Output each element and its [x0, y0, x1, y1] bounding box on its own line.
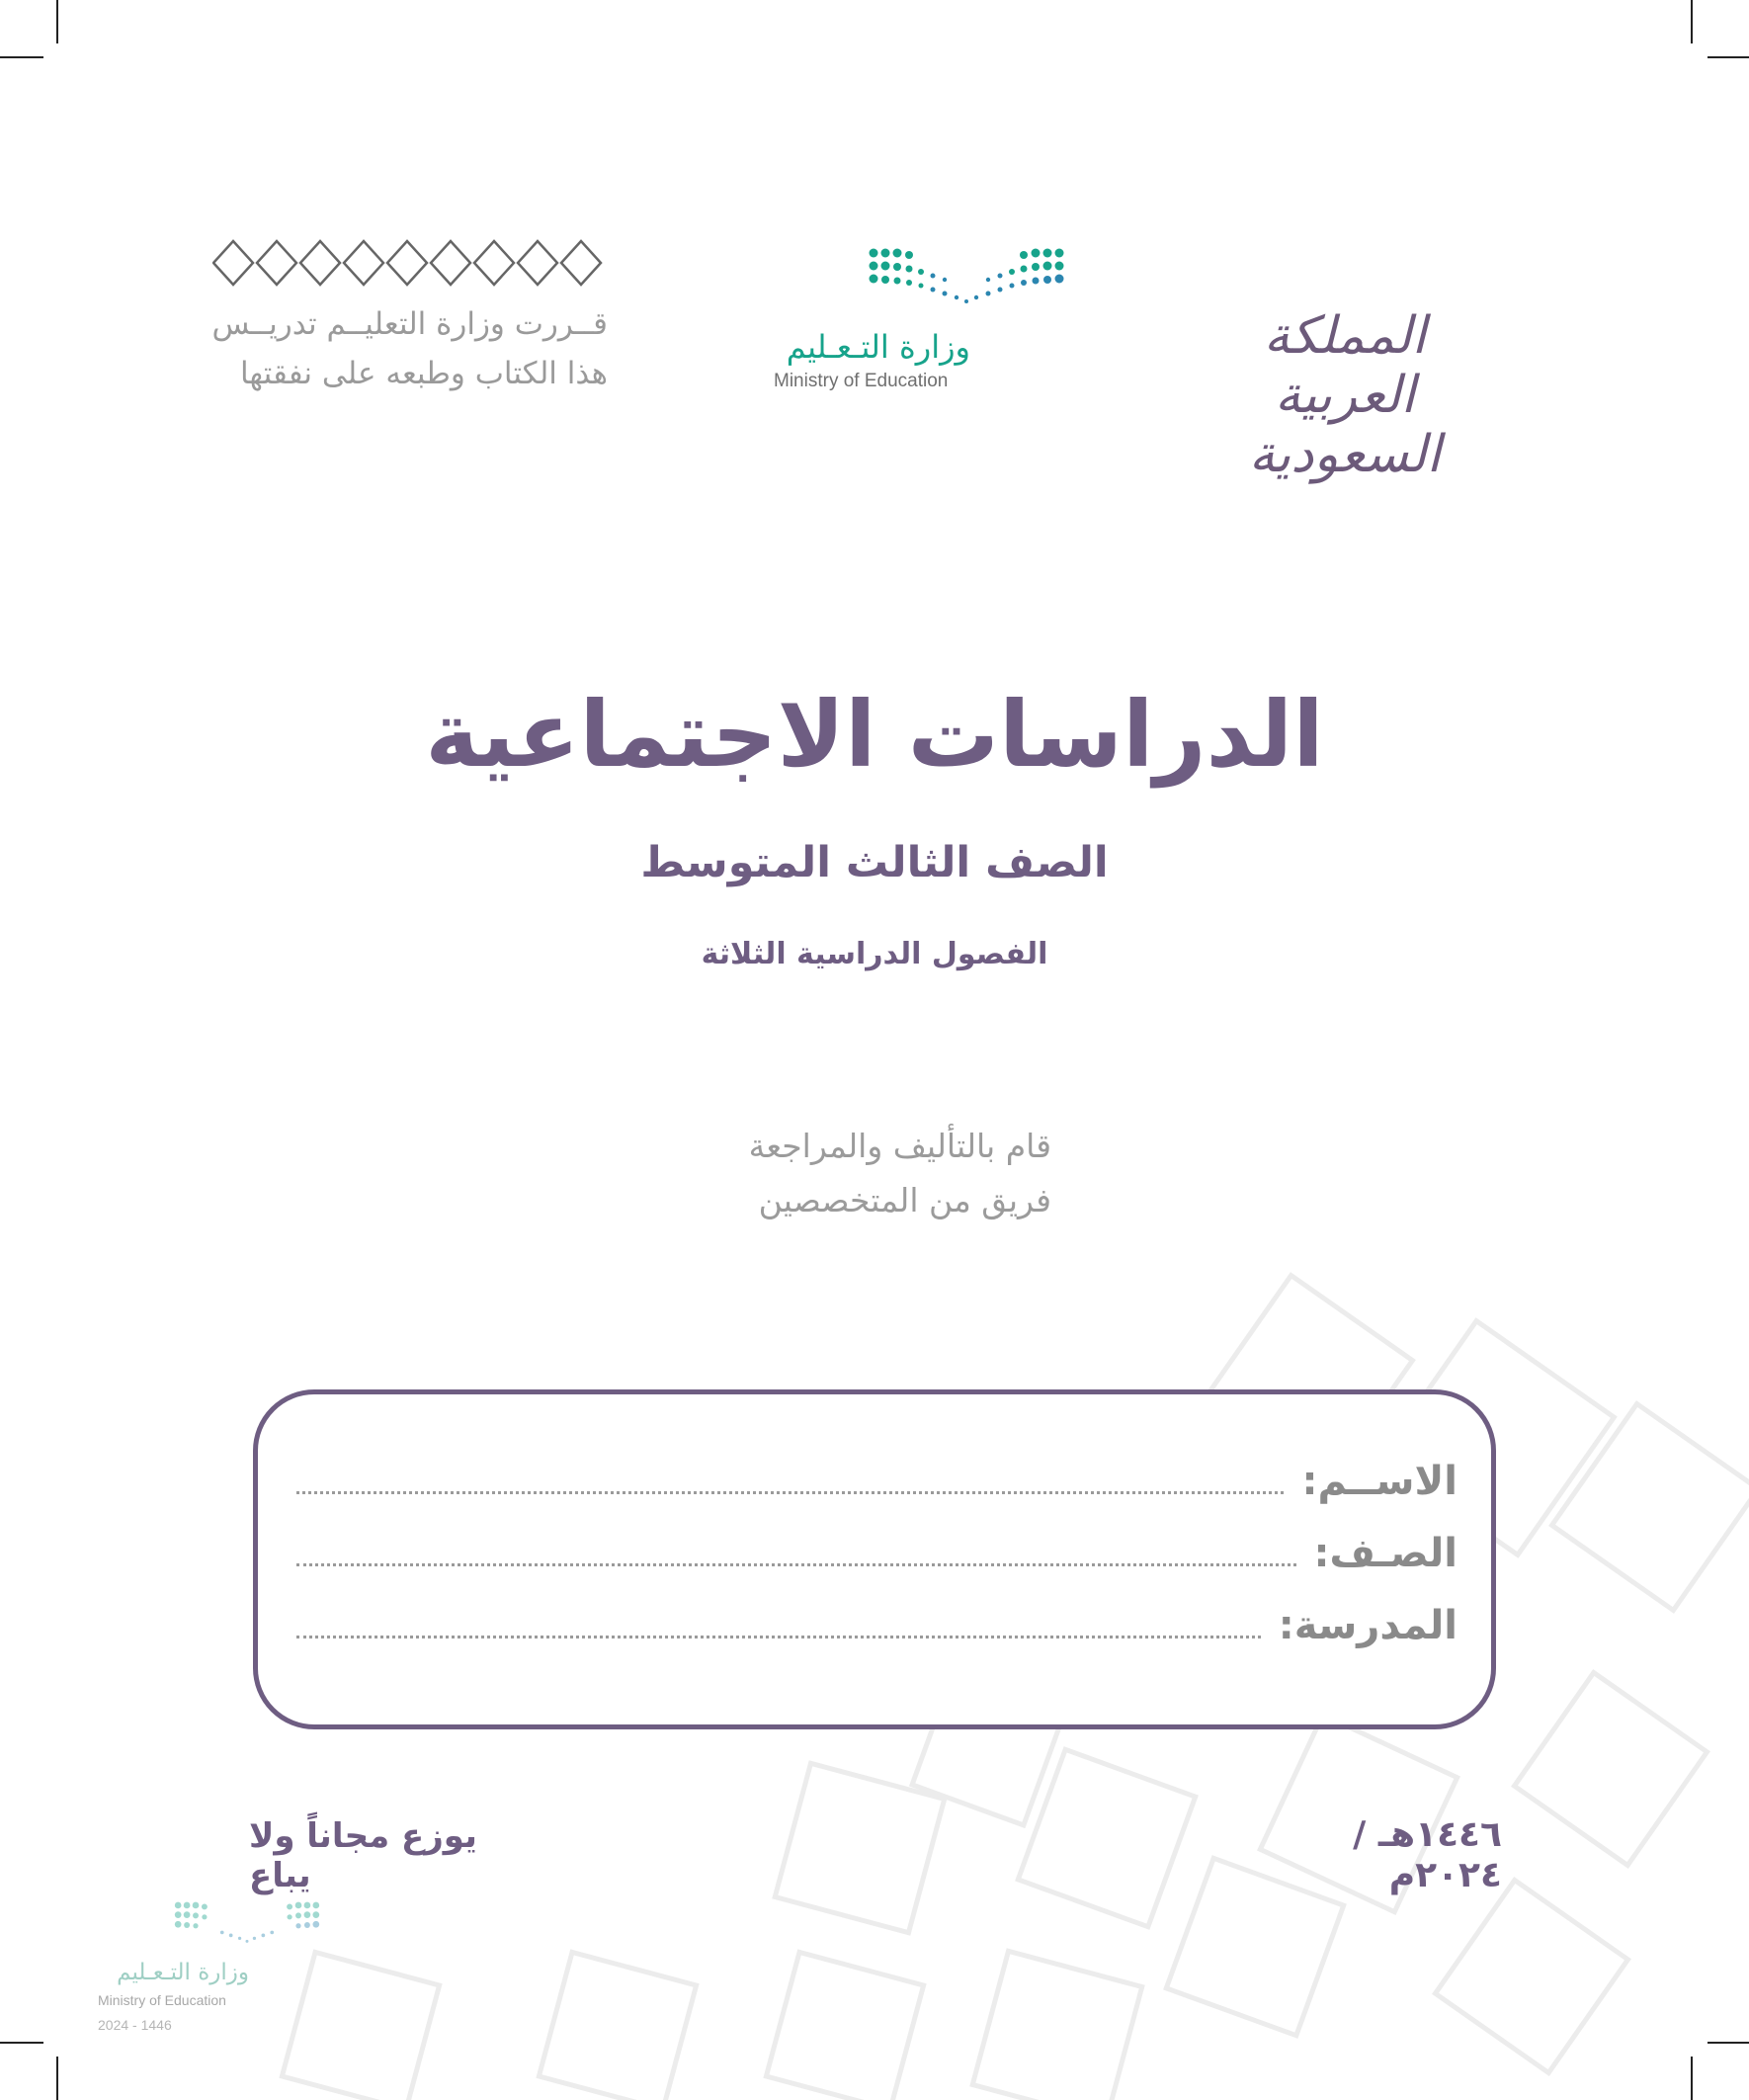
decor-square — [282, 1952, 439, 2100]
approval-diamond-placeholders — [212, 238, 608, 288]
diamond-icon — [257, 241, 296, 285]
edition-year: ١٤٤٦هـ / ٢٠٢٤م — [1353, 1814, 1502, 1895]
student-name-field[interactable] — [296, 1457, 1458, 1504]
kingdom-emblem-calligraphy: المملكة العربية السعودية — [1248, 306, 1442, 484]
decor-square — [1018, 1749, 1195, 1926]
student-school-label: المدرسة: — [1278, 1603, 1458, 1648]
credit-line-1: قام بالتأليف والمراجعة — [748, 1127, 1051, 1165]
small-ministry-name-english: Ministry of Education — [98, 1992, 226, 2008]
decor-square — [1552, 1404, 1749, 1611]
student-school-line[interactable] — [296, 1635, 1261, 1638]
decor-square — [1436, 1881, 1628, 2073]
ministry-name-english: Ministry of Education — [774, 371, 949, 391]
decor-square — [766, 1952, 923, 2100]
decor-square — [539, 1952, 696, 2100]
grade-subtitle: الصف الثالث المتوسط — [640, 838, 1109, 887]
diamond-icon — [213, 241, 253, 285]
approval-line-2: هذا الكتاب وطبعه على نفقتها — [239, 356, 608, 391]
diamond-icon — [474, 241, 514, 285]
diamond-icon — [431, 241, 470, 285]
ministry-logo-dots — [868, 245, 1065, 314]
diamond-icon — [300, 241, 340, 285]
diamond-icon — [344, 241, 383, 285]
student-school-field[interactable] — [296, 1601, 1458, 1648]
approval-line-1: قــررت وزارة التعليــم تدريــس — [211, 306, 608, 342]
student-grade-label: الصـف: — [1313, 1531, 1458, 1576]
diamond-icon — [387, 241, 427, 285]
student-name-label: الاســم: — [1301, 1459, 1458, 1504]
small-ministry-logo-dots — [170, 1899, 324, 1951]
credit-line-2: فريق من المتخصصين — [758, 1181, 1051, 1219]
book-title: الدراسات الاجتماعية — [425, 682, 1324, 788]
ministry-name-arabic: وزارة التـعـليم — [786, 328, 970, 366]
terms-subtitle: الفصول الدراسية الثلاثة — [701, 937, 1048, 971]
diamond-icon — [561, 241, 601, 285]
free-distribution-note: يوزع مجاناً ولا يباع — [249, 1816, 477, 1895]
student-grade-field[interactable] — [296, 1529, 1458, 1576]
student-grade-line[interactable] — [296, 1562, 1296, 1566]
decor-square — [972, 1951, 1141, 2100]
decor-square — [1515, 1673, 1707, 1866]
small-ministry-year: 2024 - 1446 — [98, 2017, 172, 2033]
student-name-line[interactable] — [296, 1490, 1284, 1494]
diamond-icon — [518, 241, 557, 285]
small-ministry-name-arabic: وزارة التـعـليم — [117, 1960, 249, 1985]
